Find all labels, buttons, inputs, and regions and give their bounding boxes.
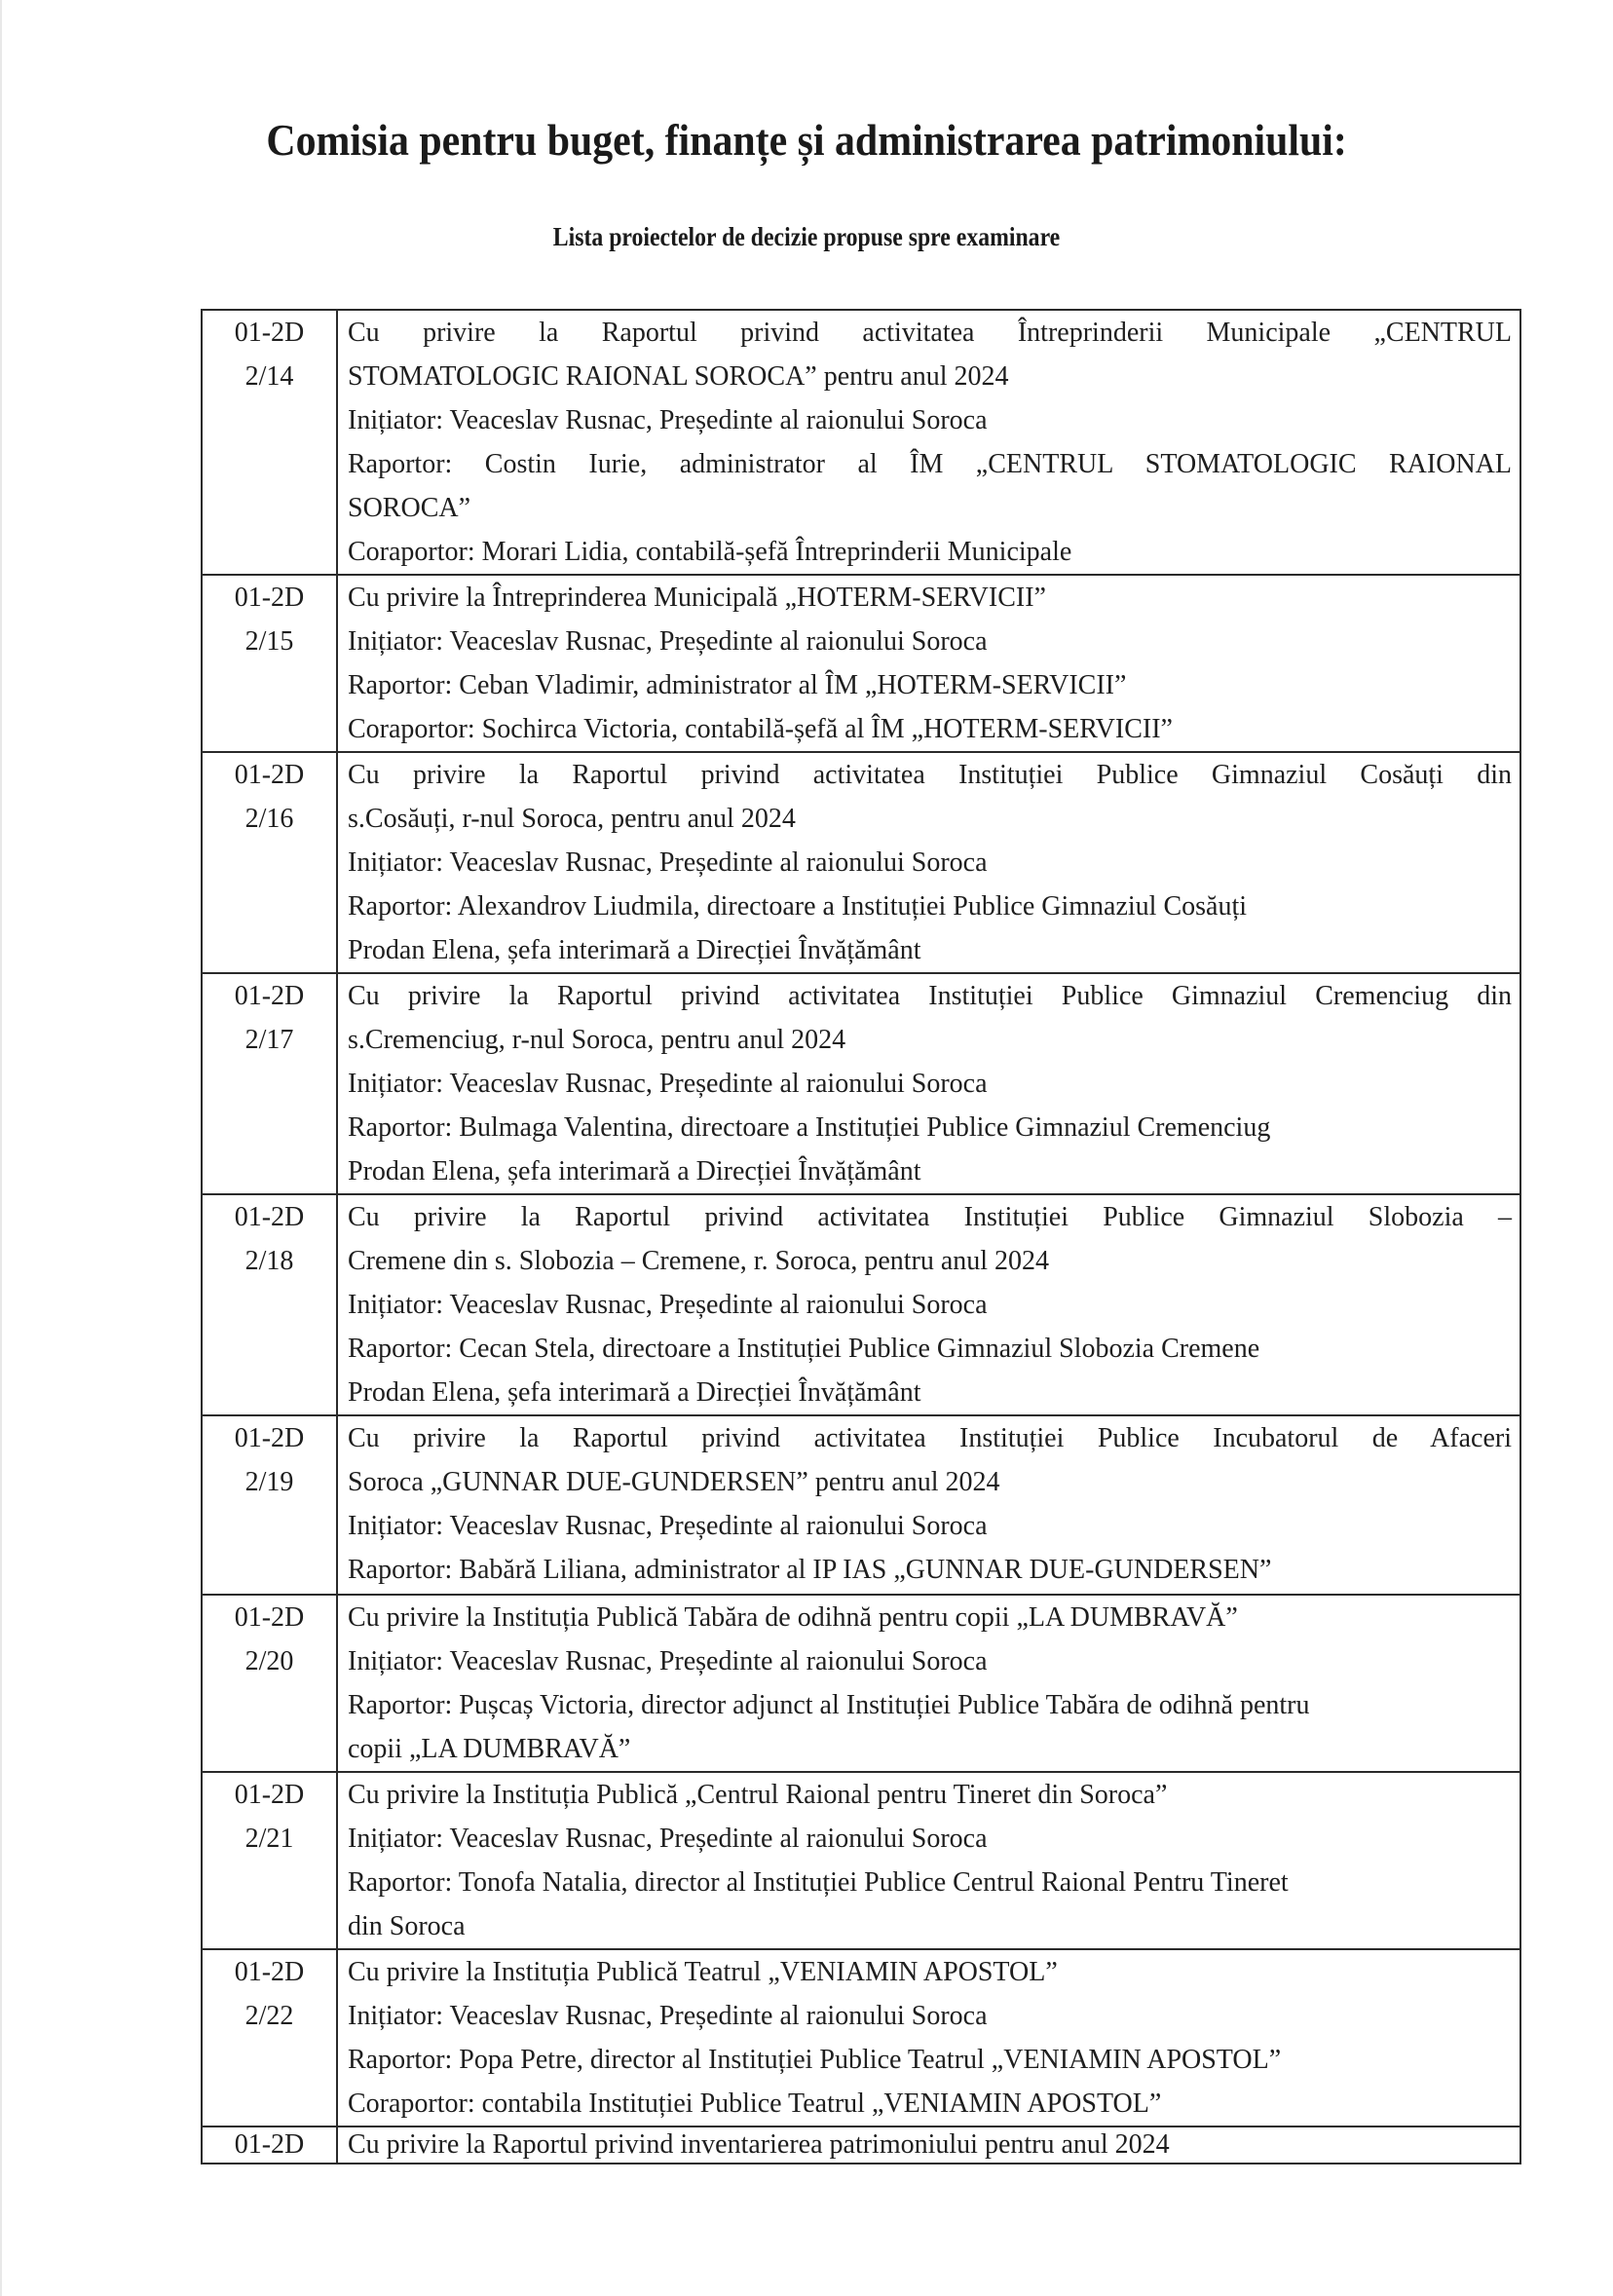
project-subject-cont: s.Cosăuți, r-nul Soroca, pentru anul 2024 bbox=[348, 804, 796, 834]
project-code: 01-2D bbox=[234, 318, 305, 348]
table-row bbox=[202, 310, 1520, 575]
project-code: 01-2D bbox=[234, 1780, 305, 1810]
project-subject: Cu privire la Instituția Publică Tabăra de odihnă pentru copii „LA DUMBRAVĂ” bbox=[348, 1602, 1238, 1633]
project-content-cell bbox=[337, 973, 1520, 1194]
project-subject-cont: Cremene din s. Slobozia – Cremene, r. Soroca, pentru anul 2024 bbox=[348, 1246, 1050, 1276]
project-initiator: Inițiator: Veaceslav Rusnac, Președinte al raionului Soroca bbox=[348, 1646, 988, 1676]
table-row bbox=[202, 752, 1520, 973]
project-co-rapporteur: Prodan Elena, șefa interimară a Direcției Învățământ bbox=[348, 935, 921, 965]
document-title: Comisia pentru buget, finanțe și administrarea patrimoniului: bbox=[266, 116, 1347, 165]
project-co-rapporteur: Prodan Elena, șefa interimară a Direcției Învățământ bbox=[348, 1156, 921, 1186]
project-code-cell bbox=[202, 2127, 337, 2164]
project-code: 01-2D bbox=[234, 1202, 305, 1232]
project-subject: Cu privire la Raportul privind activitatea Instituției Publice Gimnaziul Slobozia – bbox=[348, 1202, 1512, 1232]
project-content-cell bbox=[337, 1772, 1520, 1949]
project-code: 01-2D bbox=[234, 583, 305, 613]
project-code: 01-2D bbox=[234, 981, 305, 1011]
project-subject-cont: s.Cremenciug, r-nul Soroca, pentru anul 2024 bbox=[348, 1025, 846, 1055]
project-content-cell bbox=[337, 1595, 1520, 1772]
project-subject: Cu privire la Raportul privind activitatea Întreprinderii Municipale „CENTRUL bbox=[348, 318, 1512, 348]
project-initiator: Inițiator: Veaceslav Rusnac, Președinte al raionului Soroca bbox=[348, 847, 988, 878]
project-code-cell bbox=[202, 1194, 337, 1415]
project-number: 2/21 bbox=[244, 1824, 294, 1854]
project-code: 01-2D bbox=[234, 760, 305, 790]
project-content-cell bbox=[337, 1194, 1520, 1415]
project-corapporteur: Coraportor: contabila Instituției Publice Teatrul „VENIAMIN APOSTOL” bbox=[348, 2089, 1162, 2119]
project-code-cell bbox=[202, 973, 337, 1194]
project-code-cell bbox=[202, 310, 337, 575]
project-number: 2/15 bbox=[244, 626, 294, 657]
project-code: 01-2D bbox=[234, 2129, 305, 2160]
table-row bbox=[202, 2127, 1520, 2164]
project-initiator: Inițiator: Veaceslav Rusnac, Președinte al raionului Soroca bbox=[348, 1824, 988, 1854]
project-content-cell bbox=[337, 2127, 1520, 2164]
table-row bbox=[202, 973, 1520, 1194]
project-content-cell bbox=[337, 1949, 1520, 2127]
project-subject: Cu privire la Raportul privind activitatea Instituției Publice Gimnaziul Cremenciug din bbox=[348, 981, 1512, 1011]
project-rapporteur-cont: din Soroca bbox=[348, 1911, 466, 1941]
table-row bbox=[202, 1595, 1520, 1772]
project-number: 2/18 bbox=[244, 1246, 294, 1276]
project-corapporteur: Coraportor: Morari Lidia, contabilă-șefă Întreprinderii Municipale bbox=[348, 537, 1072, 567]
project-code-cell bbox=[202, 1949, 337, 2127]
table-row bbox=[202, 1949, 1520, 2127]
page-edge bbox=[0, 0, 2, 2296]
table-row bbox=[202, 575, 1520, 752]
project-code-cell bbox=[202, 1772, 337, 1949]
project-content-cell bbox=[337, 575, 1520, 752]
document-subtitle: Lista proiectelor de decizie propuse spre examinare bbox=[552, 222, 1061, 251]
project-number: 2/20 bbox=[244, 1646, 294, 1676]
project-rapporteur-cont: SOROCA” bbox=[348, 493, 471, 523]
project-number: 2/22 bbox=[244, 2001, 294, 2031]
project-rapporteur: Raportor: Pușcaș Victoria, director adjunct al Instituției Publice Tabăra de odihnă pentru bbox=[348, 1690, 1310, 1720]
project-subject: Cu privire la Instituția Publică „Centrul Raional pentru Tineret din Soroca” bbox=[348, 1780, 1168, 1810]
project-initiator: Inițiator: Veaceslav Rusnac, Președinte al raionului Soroca bbox=[348, 405, 988, 435]
project-code: 01-2D bbox=[234, 1957, 305, 1987]
project-initiator: Inițiator: Veaceslav Rusnac, Președinte al raionului Soroca bbox=[348, 1511, 988, 1541]
project-rapporteur: Raportor: Tonofa Natalia, director al Instituției Publice Centrul Raional Pentru Tineret bbox=[348, 1867, 1289, 1898]
project-number: 2/16 bbox=[244, 804, 294, 834]
project-code: 01-2D bbox=[234, 1423, 305, 1453]
project-rapporteur: Raportor: Bulmaga Valentina, directoare a Instituției Publice Gimnaziul Cremenciug bbox=[348, 1112, 1271, 1143]
project-subject: Cu privire la Raportul privind activitatea Instituției Publice Incubatorul de Afaceri bbox=[348, 1423, 1512, 1453]
project-code-cell bbox=[202, 1415, 337, 1595]
project-subject: Cu privire la Întreprinderea Municipală „HOTERM-SERVICII” bbox=[348, 583, 1046, 613]
projects-table bbox=[201, 309, 1521, 2164]
project-corapporteur: Coraportor: Sochirca Victoria, contabilă-șefă al ÎM „HOTERM-SERVICII” bbox=[348, 714, 1173, 744]
project-content-cell bbox=[337, 310, 1520, 575]
table-row bbox=[202, 1772, 1520, 1949]
project-subject: Cu privire la Raportul privind activitatea Instituției Publice Gimnaziul Cosăuți din bbox=[348, 760, 1512, 790]
project-initiator: Inițiator: Veaceslav Rusnac, Președinte al raionului Soroca bbox=[348, 1290, 988, 1320]
project-code-cell bbox=[202, 575, 337, 752]
project-rapporteur: Raportor: Alexandrov Liudmila, directoare a Instituției Publice Gimnaziul Cosăuți bbox=[348, 891, 1248, 922]
project-code: 01-2D bbox=[234, 1602, 305, 1633]
project-initiator: Inițiator: Veaceslav Rusnac, Președinte al raionului Soroca bbox=[348, 2001, 988, 2031]
project-initiator: Inițiator: Veaceslav Rusnac, Președinte al raionului Soroca bbox=[348, 626, 988, 657]
project-rapporteur: Raportor: Babără Liliana, administrator al IP IAS „GUNNAR DUE-GUNDERSEN” bbox=[348, 1555, 1272, 1585]
project-rapporteur: Raportor: Popa Petre, director al Instituției Publice Teatrul „VENIAMIN APOSTOL” bbox=[348, 2045, 1282, 2075]
project-rapporteur: Raportor: Cecan Stela, directoare a Instituției Publice Gimnaziul Slobozia Cremene bbox=[348, 1334, 1260, 1364]
project-subject: Cu privire la Instituția Publică Teatrul „VENIAMIN APOSTOL” bbox=[348, 1957, 1058, 1987]
project-number: 2/19 bbox=[244, 1467, 294, 1497]
project-code-cell bbox=[202, 752, 337, 973]
table-row bbox=[202, 1194, 1520, 1415]
project-code-cell bbox=[202, 1595, 337, 1772]
project-subject: Cu privire la Raportul privind inventarierea patrimoniului pentru anul 2024 bbox=[348, 2129, 1170, 2160]
project-co-rapporteur: Prodan Elena, șefa interimară a Direcției Învățământ bbox=[348, 1377, 921, 1408]
project-content-cell bbox=[337, 752, 1520, 973]
project-number: 2/17 bbox=[244, 1025, 294, 1055]
project-rapporteur-cont: copii „LA DUMBRAVĂ” bbox=[348, 1734, 631, 1764]
project-content-cell bbox=[337, 1415, 1520, 1595]
project-rapporteur: Raportor: Costin Iurie, administrator al ÎM „CENTRUL STOMATOLOGIC RAIONAL bbox=[348, 449, 1512, 479]
project-subject-cont: Soroca „GUNNAR DUE-GUNDERSEN” pentru anul 2024 bbox=[348, 1467, 1000, 1497]
project-number: 2/14 bbox=[244, 361, 294, 392]
project-initiator: Inițiator: Veaceslav Rusnac, Președinte al raionului Soroca bbox=[348, 1069, 988, 1099]
table-row bbox=[202, 1415, 1520, 1595]
project-rapporteur: Raportor: Ceban Vladimir, administrator al ÎM „HOTERM-SERVICII” bbox=[348, 670, 1127, 700]
project-subject-cont: STOMATOLOGIC RAIONAL SOROCA” pentru anul 2024 bbox=[348, 361, 1009, 392]
